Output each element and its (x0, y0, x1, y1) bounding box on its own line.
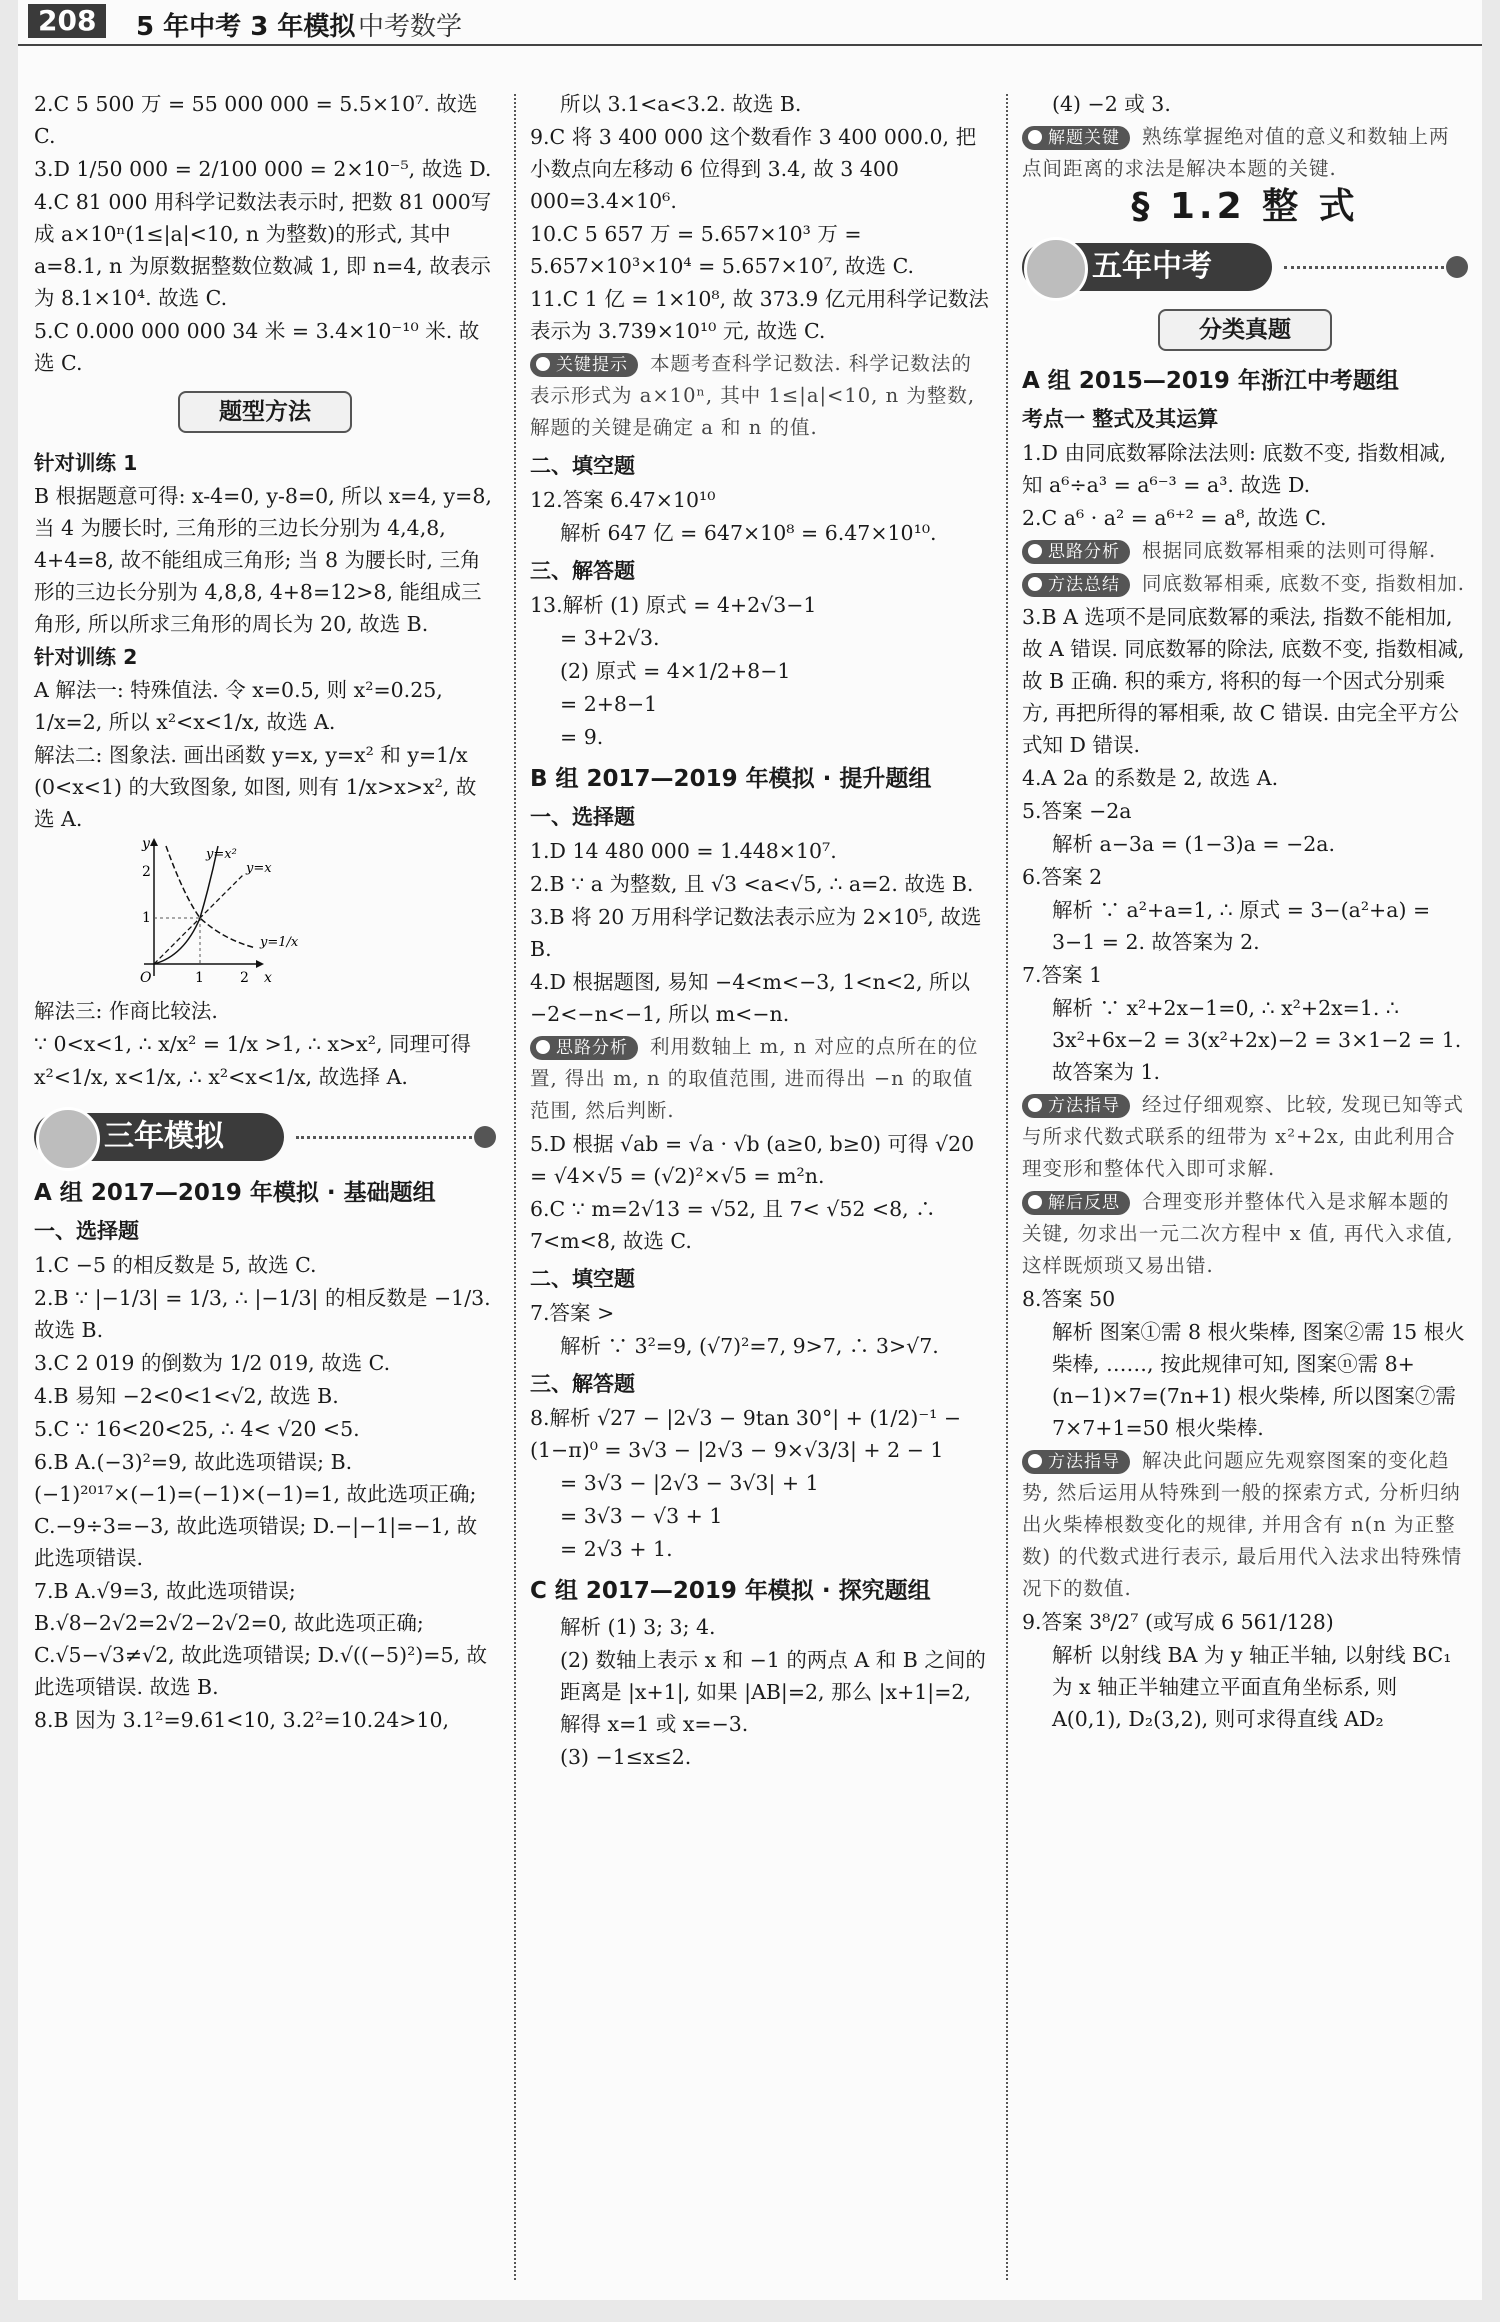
training-1-answer: B 根据题意可得: x-4=0, y-8=0, 所以 x=4, y=8, 当 4 为腰长时, 三角形的三边长分别为 4,4,8, 4+4=8, 故不能组成三角形; 当 8 为腰长时, 三角形的三边长分别为 4,8,8, 4+8=12>8, 能组成三角形, 所以所求三角形的周长为 20, 故选 B. (34, 484, 492, 636)
bulb-icon (1028, 130, 1042, 144)
section-title: § 1.2 整 式 (1131, 186, 1359, 227)
c-analysis-4: (4) −2 或 3. (1052, 92, 1171, 116)
mock-answer-7: 7.B A.√9=3, 故此选项错误; B.√8−2√2=2√2−2√2=0, 故此选项正确; C.√5−√3≠√2, 故此选项错误; D.√((−5)²)=5, 故此选项错误. 故选 B. (34, 1579, 488, 1699)
c-analysis: 解析 (1) 3; 3; 4. (560, 1615, 716, 1639)
banner-dotted-line (1284, 266, 1444, 269)
mock-answer-6: 6.B A.(−3)²=9, 故此选项错误; B.(−1)²⁰¹⁷×(−1)=(−1)×(−1)=1, 故此选项正确; C.−9÷3=−3, 故此选项错误; D.−|−1|=−1, 故此选项错误. (34, 1450, 478, 1570)
section-heading: 一、选择题 (530, 805, 635, 829)
b-answer-6: 6.C ∵ m=2√13 = √52, 且 7< √52 <8, ∴ 7<m<8, 故选 C. (530, 1197, 936, 1253)
exam-analysis-5: 解析 a−3a = (1−3)a = −2a. (1052, 832, 1336, 856)
analysis-13-line: = 9. (560, 725, 604, 749)
answer-11: 11.C 1 亿 = 1×10⁸, 故 373.9 亿元用科学记数法表示为 3.739×10¹⁰ 元, 故选 C. (530, 287, 989, 343)
hint-text: 合理变形并整体代入是求解本题的关键, 勿求出一元二次方程中 x 值, 再代入求值, 这样既烦琐又易出错. (1022, 1190, 1454, 1277)
page-number: 208 (28, 4, 106, 38)
reflection-note (1022, 1186, 1468, 1282)
hint-tag-label: 解题关键 (1048, 128, 1120, 148)
answer-4: 4.C 81 000 用科学记数法表示时, 把数 81 000写成 a×10ⁿ(1≤|a|<10, n 为整数)的形式, 其中 a=8.1, n 为原数据整数位数减 1, 即 n=4, 故表示为 8.1×10⁴. 故选 C. (34, 190, 492, 310)
training-2-method-3-line: ∵ 0<x<1, ∴ x/x² = 1/x >1, ∴ x>x², 同理可得 (34, 1032, 471, 1056)
function-graph (34, 836, 496, 986)
b-answer-4: 4.D 根据题图, 易知 −4<m<−3, 1<n<2, 所以 −2<−n<−1, 所以 m<−n. (530, 970, 970, 1026)
exam-analysis-9: 解析 以射线 BA 为 y 轴正半轴, 以射线 BC₁ 为 x 轴正半轴建立平面直角坐标系, 则 A(0,1), D₂(3,2), 则可求得直线 AD₂ (1052, 1643, 1452, 1731)
graph-tick-label: 2 (142, 864, 151, 880)
arrow-icon (256, 960, 264, 968)
bulb-icon (1028, 1195, 1042, 1209)
training-2-method-3: 解法三: 作商比较法. (34, 999, 218, 1023)
key-solution-note (1022, 121, 1468, 185)
banner-end-dot-icon (474, 1126, 496, 1148)
mock-answer-1: 1.C −5 的相反数是 5, 故选 C. (34, 1253, 317, 1277)
group-heading: C 组 2017—2019 年模拟 · 探究题组 (530, 1578, 931, 1604)
analysis-13-line: = 3+2√3. (560, 626, 660, 650)
hint-tag (1022, 1094, 1130, 1118)
exam-answer-9: 9.答案 3⁸/2⁷ (或写成 6 561/128) (1022, 1610, 1334, 1634)
thinking-note (1022, 535, 1468, 567)
hint-tag (1022, 1450, 1130, 1474)
exam-answer-7: 7.答案 1 (1022, 963, 1103, 987)
hint-tag (1022, 1191, 1130, 1215)
exam-analysis-6: 解析 ∵ a²+a=1, ∴ 原式 = 3−(a²+a) = 3−1 = 2. 故答案为 2. (1052, 898, 1431, 954)
b-analysis-8-line: = 3√3 − |2√3 − 3√3| + 1 (560, 1471, 819, 1495)
b-analysis-8-line: = 3√3 − √3 + 1 (560, 1504, 723, 1528)
b-analysis-7: 解析 ∵ 3²=9, (√7)²=7, 9>7, ∴ 3>√7. (560, 1334, 939, 1358)
mascot-icon (1024, 237, 1088, 301)
mascot-icon (36, 1107, 100, 1171)
section-badge: 题型方法 (178, 391, 352, 433)
subheading: 针对训练 2 (34, 645, 138, 669)
hint-text: 同底数幂相乘, 底数不变, 指数相加. (1142, 572, 1465, 595)
training-2-method-2: 解法二: 图象法. 画出函数 y=x, y=x² 和 y=1/x (0<x<1) 的大致图象, 如图, 则有 1/x>x>x², 故选 A. (34, 743, 477, 831)
hint-text: 熟练掌握绝对值的意义和数轴上两点间距离的求法是解决本题的关键. (1022, 125, 1450, 180)
b-answer-3: 3.B 将 20 万用科学记数法表示应为 2×10⁵, 故选 B. (530, 905, 982, 961)
c-analysis-3: (3) −1≤x≤2. (560, 1745, 692, 1769)
section-heading: 三、解答题 (530, 1372, 635, 1396)
answer-10: 10.C 5 657 万 = 5.657×10³ 万 = 5.657×10³×10⁴ = 5.657×10⁷, 故选 C. (530, 222, 915, 278)
section-heading: 一、选择题 (34, 1219, 139, 1243)
mock-answer-5: 5.C ∵ 16<20<25, ∴ 4< √20 <5. (34, 1417, 360, 1441)
hint-tag (1022, 126, 1130, 150)
page-header (18, 0, 1482, 46)
analysis-13: 13.解析 (1) 原式 = 4+2√3−1 (530, 593, 817, 617)
training-2-method-3-line: x²<1/x, x<1/x, ∴ x²<x<1/x, 故选择 A. (34, 1065, 408, 1089)
analysis-12: 解析 647 亿 = 647×10⁸ = 6.47×10¹⁰. (560, 521, 937, 545)
analysis-13-line: (2) 原式 = 4×1/2+8−1 (560, 659, 791, 683)
banner-dotted-line (296, 1136, 472, 1139)
key-hint-note (530, 348, 992, 444)
section-badge: 分类真题 (1158, 309, 1332, 351)
mock-answer-2: 2.B ∵ |−1/3| = 1/3, ∴ |−1/3| 的相反数是 −1/3. 故选 B. (34, 1286, 491, 1342)
graph-y-label: y (142, 836, 150, 852)
hint-tag-label: 方法指导 (1048, 1452, 1120, 1472)
answer-3: 3.D 1/50 000 = 2/100 000 = 2×10⁻⁵, 故选 D. (34, 157, 492, 181)
hint-tag (530, 353, 638, 377)
group-heading: B 组 2017—2019 年模拟 · 提升题组 (530, 766, 932, 792)
hint-tag (1022, 540, 1130, 564)
banner-end-dot-icon (1446, 256, 1468, 278)
hint-text: 经过仔细观察、比较, 发现已知等式与所求代数式联系的纽带为 x²+2x, 由此利用合理变形和整体代入即可求解. (1022, 1093, 1464, 1180)
b-answer-2: 2.B ∵ a 为整数, 且 √3 <a<√5, ∴ a=2. 故选 B. (530, 872, 974, 896)
exam-answer-6: 6.答案 2 (1022, 865, 1103, 889)
b-analysis-8: 8.解析 √27 − |2√3 − 9tan 30°| + (1/2)⁻¹ − (1−π)⁰ = 3√3 − |2√3 − 9×√3/3| + 2 − 1 (530, 1406, 962, 1462)
page (18, 0, 1482, 2300)
column-3 (1022, 88, 1468, 1736)
hint-tag-label: 解后反思 (1048, 1193, 1120, 1213)
hint-tag-label: 思路分析 (1048, 542, 1120, 562)
exam-analysis-8: 解析 图案①需 8 根火柴棒, 图案②需 15 根火柴棒, ……, 按此规律可知, 图案ⓝ需 8+(n−1)×7=(7n+1) 根火柴棒, 所以图案⑦需 7×7+1=50 根火柴棒. (1052, 1320, 1465, 1440)
c-analysis-2: (2) 数轴上表示 x 和 −1 的两点 A 和 B 之间的距离是 |x+1|, 如果 |AB|=2, 那么 |x+1|=2, 解得 x=1 或 x=−3. (560, 1648, 986, 1736)
graph-x-label: x (264, 970, 272, 986)
bulb-icon (536, 357, 550, 371)
bulb-icon (1028, 1454, 1042, 1468)
exam-answer-8: 8.答案 50 (1022, 1287, 1116, 1311)
method-guide-note (1022, 1445, 1468, 1605)
bulb-icon (1028, 544, 1042, 558)
group-heading: A 组 2015—2019 年浙江中考题组 (1022, 368, 1399, 394)
answer-12: 12.答案 6.47×10¹⁰ (530, 488, 716, 512)
answer-2: 2.C 5 500 万 = 55 000 000 = 5.5×10⁷. 故选 C. (34, 92, 478, 148)
banner-title: 三年模拟 (34, 1113, 284, 1161)
curve-label: y=x (246, 861, 272, 876)
exam-answer-1: 1.D 由同底数幂除法法则: 底数不变, 指数相减, 知 a⁶÷a³ = a⁶⁻³ = a³. 故选 D. (1022, 441, 1446, 497)
graph-tick-label: 2 (240, 970, 249, 986)
hint-tag-label: 关键提示 (556, 355, 628, 375)
method-summary-note (1022, 568, 1468, 600)
answer-9: 9.C 将 3 400 000 这个数看作 3 400 000.0, 把小数点向左移动 6 位得到 3.4, 故 3 400 000=3.4×10⁶. (530, 125, 977, 213)
section-heading: 三、解答题 (530, 559, 635, 583)
answer-8-cont: 所以 3.1<a<3.2. 故选 B. (560, 92, 802, 116)
mock-answer-4: 4.B 易知 −2<0<1<√2, 故选 B. (34, 1384, 339, 1408)
graph-tick-label: 1 (195, 970, 204, 986)
banner-three-year-mock (34, 1107, 496, 1167)
hint-text: 利用数轴上 m, n 对应的点所在的位置, 得出 m, n 的取值范围, 进而得出 −n 的取值范围, 然后判断. (530, 1035, 979, 1122)
section-heading: 二、填空题 (530, 454, 635, 478)
graph-origin-label: O (140, 970, 152, 986)
exam-answer-5: 5.答案 −2a (1022, 799, 1132, 823)
hint-text: 解决此问题应先观察图案的变化趋势, 然后运用从特殊到一般的探索方式, 分析归纳出火柴棒根数变化的规律, 并用含有 n(n 为正整数) 的代数式进行表示, 最后用代入法求出特殊情况下的数值. (1022, 1449, 1463, 1600)
exam-answer-3: 3.B A 选项不是同底数幂的乘法, 指数不能相加, 故 A 错误. 同底数幂的除法, 底数不变, 指数相减, 故 B 正确. 积的乘方, 将积的每一个因式分别乘方, 再把所得的幂相乘, 故 C 错误. 由完全平方公式知 D 错误. (1022, 605, 1465, 757)
section-heading: 二、填空题 (530, 1267, 635, 1291)
hint-text: 根据同底数幂相乘的法则可得解. (1142, 539, 1437, 562)
book-series-title: 5 年中考 3 年模拟 (136, 12, 356, 42)
b-answer-1: 1.D 14 480 000 = 1.448×10⁷. (530, 839, 837, 863)
topic-heading: 考点一 整式及其运算 (1022, 407, 1219, 431)
arrow-icon (150, 838, 158, 846)
graph-tick-label: 1 (142, 910, 151, 926)
b-answer-7: 7.答案 > (530, 1301, 615, 1325)
hint-tag-label: 方法总结 (1048, 575, 1120, 595)
hint-tag-label: 方法指导 (1048, 1096, 1120, 1116)
mock-answer-3: 3.C 2 019 的倒数为 1/2 019, 故选 C. (34, 1351, 391, 1375)
b-answer-5: 5.D 根据 √ab = √a · √b (a≥0, b≥0) 可得 √20 = √4×√5 = (√2)²×√5 = m²n. (530, 1132, 975, 1188)
banner-title: 五年中考 (1022, 243, 1272, 291)
b-analysis-8-line: = 2√3 + 1. (560, 1537, 673, 1561)
exam-analysis-7: 解析 ∵ x²+2x−1=0, ∴ x²+2x=1. ∴ 3x²+6x−2 = 3(x²+2x)−2 = 3×1−2 = 1. 故答案为 1. (1052, 996, 1462, 1084)
column-1 (34, 88, 496, 1737)
curve-label: y=1/x (260, 935, 299, 950)
bulb-icon (1028, 1098, 1042, 1112)
mock-answer-8: 8.B 因为 3.1²=9.61<10, 3.2²=10.24>10, (34, 1708, 450, 1732)
group-heading: A 组 2017—2019 年模拟 · 基础题组 (34, 1180, 436, 1206)
exam-answer-2: 2.C a⁶ · a² = a⁶⁺² = a⁸, 故选 C. (1022, 506, 1327, 530)
answer-5: 5.C 0.000 000 000 34 米 = 3.4×10⁻¹⁰ 米. 故选 C. (34, 319, 480, 375)
column-divider (514, 94, 516, 2280)
hint-tag (1022, 573, 1130, 597)
training-2-method-1: A 解法一: 特殊值法. 令 x=0.5, 则 x²=0.25, 1/x=2, 所以 x²<x<1/x, 故选 A. (34, 678, 443, 734)
hint-text: 本题考查科学记数法. 科学记数法的表示形式为 a×10ⁿ, 其中 1≤|a|<10, n 为整数, 解题的关键是确定 a 和 n 的值. (530, 352, 976, 439)
hint-tag (530, 1036, 638, 1060)
subject-title: 中考数学 (358, 12, 463, 42)
banner-five-year-exam (1022, 237, 1468, 297)
exam-answer-4: 4.A 2a 的系数是 2, 故选 A. (1022, 766, 1279, 790)
hint-tag-label: 思路分析 (556, 1038, 628, 1058)
column-divider (1006, 94, 1008, 2280)
subheading: 针对训练 1 (34, 451, 138, 475)
bulb-icon (1028, 577, 1042, 591)
analysis-13-line: = 2+8−1 (560, 692, 658, 716)
bulb-icon (536, 1040, 550, 1054)
column-2 (530, 88, 992, 1774)
method-guide-note (1022, 1089, 1468, 1185)
curve-y-x-squared (154, 846, 218, 964)
thinking-note (530, 1031, 992, 1127)
curve-label: y=x² (206, 847, 237, 862)
